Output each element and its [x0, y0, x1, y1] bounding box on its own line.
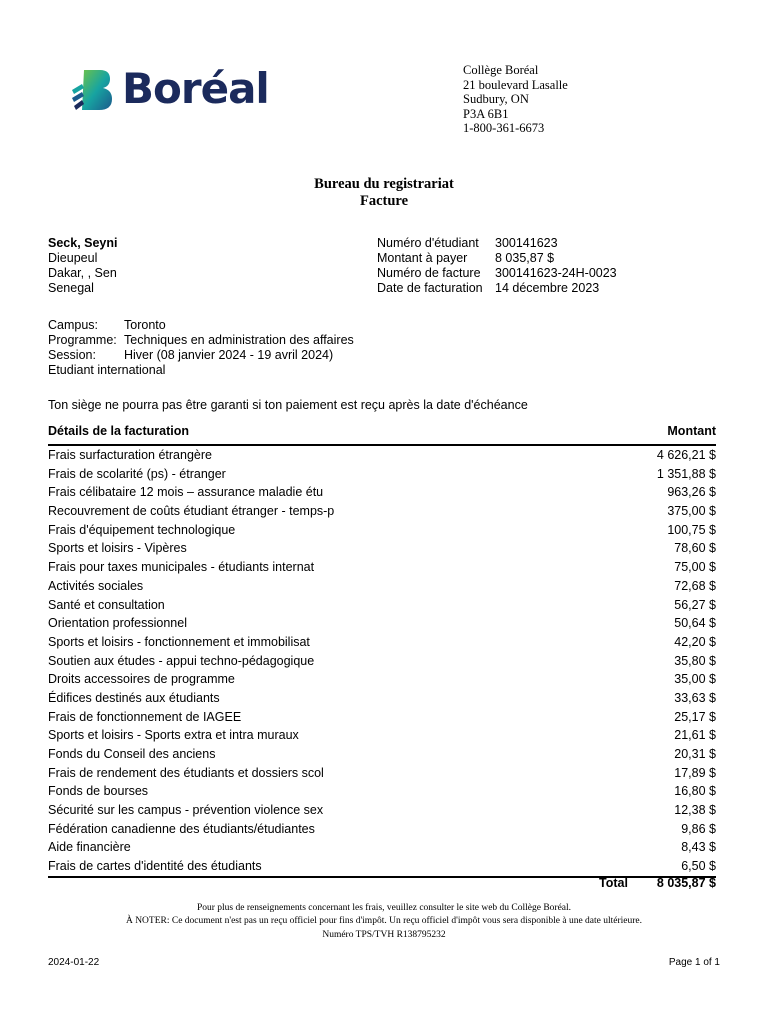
- item-label: Aide financière: [48, 840, 131, 855]
- meta-label: Numéro d'étudiant: [377, 236, 479, 250]
- meta-row: [377, 236, 617, 251]
- campus-value: Toronto: [124, 318, 166, 332]
- meta-value: 8 035,87 $: [495, 251, 555, 265]
- meta-label: Montant à payer: [377, 251, 468, 265]
- college-phone: 1-800-361-6673: [463, 121, 545, 136]
- billing-row: [48, 726, 716, 745]
- item-amount: 16,80 $: [674, 784, 716, 799]
- session-row: [48, 348, 354, 363]
- campus-row: [48, 318, 354, 333]
- student-address-line2: Dakar, , Sen: [48, 266, 117, 280]
- student-address-line1: Dieupeul: [48, 251, 98, 265]
- item-amount: 35,00 $: [674, 672, 716, 687]
- page-number: Page 1 of 1: [668, 957, 720, 968]
- programme-value: Techniques en administration des affaires: [124, 333, 354, 347]
- college-city: Sudbury, ON: [463, 92, 529, 107]
- item-amount: 17,89 $: [674, 765, 716, 780]
- college-address: [463, 63, 568, 136]
- item-label: Soutien aux études - appui techno-pédagogique: [48, 653, 315, 668]
- item-amount: 35,80 $: [674, 653, 716, 668]
- billing-row: [48, 577, 716, 596]
- billing-row: [48, 745, 716, 764]
- item-label: Frais de scolarité (ps) - étranger: [48, 466, 226, 481]
- billing-header-details: Détails de la facturation: [48, 424, 190, 438]
- billing-row: [48, 521, 716, 540]
- title-department: Bureau du registrariat: [314, 176, 454, 192]
- meta-label: Numéro de facture: [377, 266, 481, 280]
- billing-row: [48, 558, 716, 577]
- item-label: Sécurité sur les campus - prévention violence sex: [48, 803, 324, 818]
- item-amount: 6,50 $: [681, 859, 716, 874]
- footer-info: Pour plus de renseignements concernant les frais, veuillez consulter le site web du Collège Boréal.: [196, 903, 572, 913]
- billing-row: [48, 652, 716, 671]
- student-address-line3: Senegal: [48, 281, 94, 295]
- title-invoice: Facture: [359, 193, 409, 209]
- item-label: Orientation professionnel: [48, 616, 187, 631]
- item-amount: 8,43 $: [681, 840, 716, 855]
- logo-wordmark: Boréal: [122, 64, 269, 113]
- session-label: Session:: [48, 348, 96, 362]
- college-logo: [70, 64, 280, 116]
- programme-label: Programme:: [48, 333, 117, 347]
- college-postal: P3A 6B1: [463, 106, 509, 121]
- item-amount: 1 351,88 $: [656, 466, 716, 481]
- billing-row: [48, 764, 716, 783]
- billing-row: [48, 502, 716, 521]
- campus-label: Campus:: [48, 318, 99, 332]
- meta-row: [377, 251, 617, 266]
- billing-row: [48, 596, 716, 615]
- item-amount: 78,60 $: [674, 541, 716, 556]
- meta-value: 300141623-24H-0023: [495, 266, 617, 280]
- billing-row: [48, 820, 716, 839]
- footer-tax-note: À NOTER: Ce document n'est pas un reçu officiel pour fins d'impôt. Un reçu officiel d'impôt vous sera disponible à une date ultérieure.: [125, 916, 643, 927]
- billing-row: [48, 465, 716, 484]
- college-name: Collège Boréal: [463, 63, 539, 77]
- item-amount: 4 626,21 $: [656, 448, 716, 462]
- item-amount: 56,27 $: [674, 597, 716, 612]
- item-label: Fonds du Conseil des anciens: [48, 747, 216, 761]
- item-amount: 25,17 $: [674, 709, 716, 724]
- item-amount: 21,61 $: [674, 728, 716, 743]
- item-label: Frais de fonctionnement de IAGEE: [48, 709, 242, 724]
- item-label: Frais surfacturation étrangère: [48, 448, 212, 462]
- student-status: Etudiant international: [48, 363, 166, 377]
- program-info: [48, 318, 354, 378]
- billing-row: [48, 689, 716, 708]
- item-amount: 375,00 $: [667, 504, 716, 519]
- invoice-meta: [377, 236, 617, 296]
- item-amount: 75,00 $: [674, 560, 716, 575]
- item-label: Édifices destinés aux étudiants: [48, 690, 220, 705]
- item-amount: 72,68 $: [674, 578, 716, 593]
- billing-row: [48, 857, 716, 876]
- billing-row: [48, 670, 716, 689]
- footer-gst-number: Numéro TPS/TVH R138795232: [322, 929, 446, 940]
- item-label: Frais de cartes d'identité des étudiants: [48, 859, 262, 874]
- billing-row: [48, 446, 716, 465]
- billing-row: [48, 838, 716, 857]
- billing-row: [48, 614, 716, 633]
- session-value: Hiver (08 janvier 2024 - 19 avril 2024): [124, 348, 334, 362]
- item-label: Frais de rendement des étudiants et dossiers scol: [48, 765, 324, 780]
- item-label: Frais pour taxes municipales - étudiants internat: [48, 560, 315, 575]
- print-date: 2024-01-22: [48, 957, 100, 968]
- footer-notes: [0, 902, 768, 942]
- item-label: Droits accessoires de programme: [48, 672, 235, 687]
- item-amount: 12,38 $: [674, 803, 716, 818]
- meta-value: 300141623: [495, 236, 558, 250]
- item-amount: 100,75 $: [667, 522, 716, 537]
- item-label: Activités sociales: [48, 578, 144, 593]
- billing-row: [48, 708, 716, 727]
- item-label: Sports et loisirs - Vipères: [48, 541, 187, 556]
- item-label: Sports et loisirs - fonctionnement et immobilisat: [48, 634, 310, 649]
- total-value: 8 035,87 $: [656, 876, 716, 890]
- document-title: [0, 176, 768, 210]
- item-amount: 9,86 $: [681, 821, 716, 836]
- item-label: Sports et loisirs - Sports extra et intra muraux: [48, 728, 299, 743]
- item-amount: 33,63 $: [674, 690, 716, 705]
- billing-row: [48, 782, 716, 801]
- item-amount: 42,20 $: [674, 634, 716, 649]
- boreal-logo-icon: [70, 68, 120, 114]
- item-label: Frais d'équipement technologique: [48, 522, 236, 537]
- item-amount: 50,64 $: [674, 616, 716, 631]
- total-label: Total: [599, 876, 628, 890]
- billing-row: [48, 483, 716, 502]
- billing-items: [48, 446, 716, 878]
- meta-label: Date de facturation: [377, 281, 483, 295]
- meta-row: [377, 281, 617, 296]
- billing-row: [48, 539, 716, 558]
- billing-header-amount: Montant: [667, 424, 716, 438]
- college-street: 21 boulevard Lasalle: [463, 77, 568, 92]
- billing-row: [48, 633, 716, 652]
- student-name: Seck, Seyni: [48, 236, 118, 250]
- item-label: Fonds de bourses: [48, 784, 149, 799]
- item-amount: 20,31 $: [674, 747, 716, 761]
- programme-row: [48, 333, 354, 348]
- student-address: [48, 236, 118, 296]
- payment-notice: Ton siège ne pourra pas être garanti si ton paiement est reçu après la date d'échéance: [48, 398, 528, 412]
- meta-row: [377, 266, 617, 281]
- item-label: Santé et consultation: [48, 597, 165, 612]
- item-label: Fédération canadienne des étudiants/étudiantes: [48, 821, 315, 836]
- meta-value: 14 décembre 2023: [495, 281, 600, 295]
- item-amount: 963,26 $: [667, 485, 716, 500]
- item-label: Frais célibataire 12 mois – assurance maladie étu: [48, 485, 324, 500]
- item-label: Recouvrement de coûts étudiant étranger - temps-p: [48, 504, 335, 519]
- billing-header: [48, 424, 716, 446]
- billing-row: [48, 801, 716, 820]
